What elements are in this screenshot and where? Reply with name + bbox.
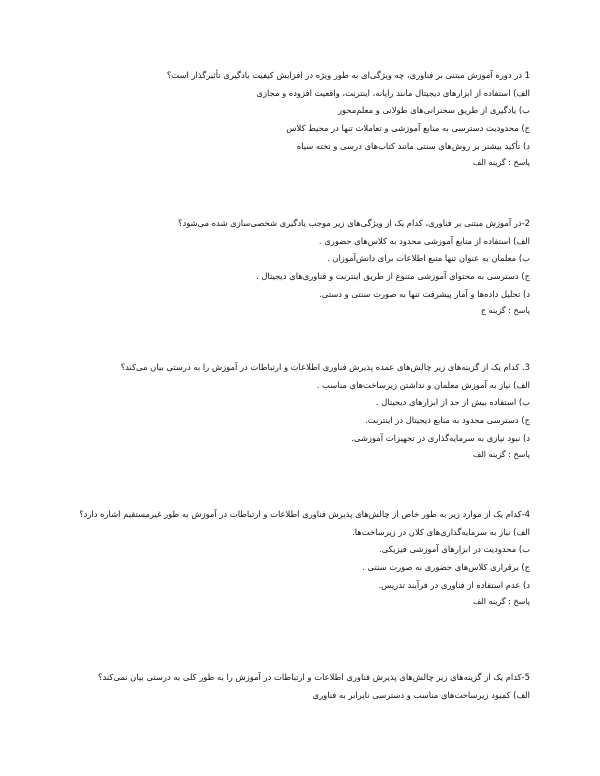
question-3-option-c: ج) دسترسی محدود به منابع دیجیتال در اینترنت. bbox=[365, 415, 530, 426]
question-3-answer: پاسخ : گزینه الف bbox=[473, 450, 530, 460]
question-1-answer: پاسخ : گزینه الف bbox=[473, 158, 530, 168]
question-4-option-a: الف) نیاز به سرمایه‌گذاری‌های کلان در زیرساخت‌ها. bbox=[352, 526, 530, 537]
question-2 bbox=[70, 218, 530, 324]
question-2-option-a: الف) استفاده از منابع آموزشی محدود به کلاس‌های حضوری . bbox=[318, 235, 530, 246]
question-1-option-d: د) تأکید بیشتر بر روش‌های سنتی مانند کتاب‌های درسی و تخته سیاه bbox=[296, 140, 530, 151]
question-1 bbox=[70, 70, 530, 176]
question-5 bbox=[70, 672, 530, 707]
question-4-option-b: ب) محدودیت در ابزارهای آموزشی فیزیکی. bbox=[379, 544, 530, 555]
question-4-option-d: د) عدم استفاده از فناوری در فرآیند تدریس. bbox=[378, 579, 530, 590]
question-4-text: 4-کدام یک از موارد زیر به طور خاص از چالش‌های پذیرش فناوری اطلاعات و ارتباطات در آموزش به طور غیرمستقیم اشاره دارد؟ bbox=[79, 509, 530, 519]
question-2-option-c: ج) دسترسی به محتوای آموزشی متنوع از طریق اینترنت و فناوری‌های دیجیتال . bbox=[256, 271, 530, 282]
question-1-option-c: ج) محدودیت دسترسی به منابع آموزشی و تعاملات تنها در محیط کلاس bbox=[286, 123, 530, 134]
question-3-option-a: الف) نیاز به آموزش معلمان و نداشتن زیرساخت‌های مناسب . bbox=[316, 379, 530, 390]
question-1-option-b: ب) یادگیری از طریق سخنرانی‌های طولانی و معلم‌محور bbox=[337, 105, 530, 116]
question-1-option-a: الف) استفاده از ابزارهای دیجیتال مانند رایانه، اینترنت، واقعیت افزوده و مجازی bbox=[256, 87, 530, 98]
question-4 bbox=[70, 509, 530, 615]
question-1-text: 1 در دوره آموزش مبتنی بر فناوری، چه ویژگی‌ای به طور ویژه در افزایش کیفیت یادگیری تأثیرگذار است؟ bbox=[166, 70, 530, 80]
question-2-text: 2-در آموزش مبتنی بر فناوری، کدام یک از ویژگی‌های زیر موجب یادگیری شخصی‌سازی شده می‌شود؟ bbox=[178, 218, 530, 228]
question-3 bbox=[70, 362, 530, 468]
question-3-text: 3. کدام یک از گزینه‌های زیر چالش‌های عمده پذیرش فناوری اطلاعات و ارتباطات در آموزش را به درستی بیان می‌کند؟ bbox=[120, 362, 530, 372]
question-2-option-b: ب) معلمان به عنوان تنها منبع اطلاعات برای دانش‌آموزان . bbox=[326, 253, 530, 264]
question-4-answer: پاسخ : گزینه الف bbox=[473, 597, 530, 607]
question-3-option-d: د) نبود نیازی به سرمایه‌گذاری در تجهیزات آموزشی. bbox=[351, 432, 530, 443]
question-2-option-d: د) تحلیل داده‌ها و آمار پیشرفت تنها به صورت سنتی و دستی. bbox=[319, 288, 530, 299]
question-2-answer: پاسخ : گزینه ج bbox=[480, 306, 530, 316]
question-4-option-c: ج) برقراری کلاس‌های حضوری به صورت سنتی . bbox=[362, 562, 530, 573]
question-5-text: 5-کدام یک از گزینه‌های زیر چالش‌های پذیرش فناوری اطلاعات و ارتباطات در آموزش را به طور کلی به درستی بیان نمی‌کند؟ bbox=[98, 672, 530, 682]
question-5-option-a: الف) کمبود زیرساخت‌های مناسب و دسترسی نابرابر به فناوری bbox=[312, 689, 530, 700]
question-3-option-b: ب) استفاده بیش از حد از ابزارهای دیجیتال . bbox=[375, 397, 530, 408]
